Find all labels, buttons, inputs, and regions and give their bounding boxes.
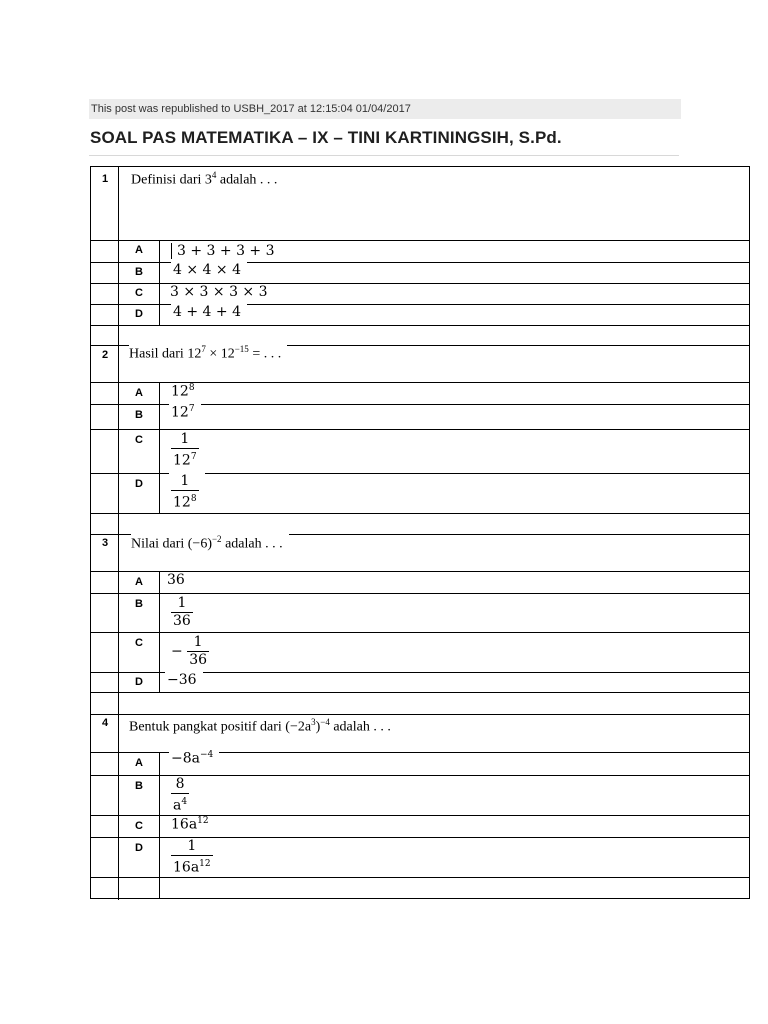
option-answer: $-8a^{-4}$ xyxy=(169,750,219,767)
fraction: $\frac{1}{12^8}$ xyxy=(173,473,197,511)
option-answer xyxy=(169,595,199,630)
question-text: Hasil dari $12^7 \times 12^{-15}$ = . . . xyxy=(129,344,287,363)
option-answer xyxy=(169,431,205,470)
option-label: B xyxy=(135,266,143,278)
fraction: $\frac{8}{a^4}$ xyxy=(173,776,188,814)
option-label: B xyxy=(135,780,143,792)
row-divider xyxy=(91,240,749,241)
option-label: A xyxy=(135,387,143,399)
row-divider xyxy=(91,593,749,594)
option-answer: $12^7$ xyxy=(169,404,201,421)
option-answer: 3 × 3 × 3 × 3 xyxy=(168,284,274,300)
fraction: $\frac{1}{36}$ xyxy=(189,634,208,668)
question-number: 4 xyxy=(102,717,109,729)
option-label: A xyxy=(135,244,143,256)
row-divider xyxy=(91,513,749,514)
option-answer: $12^8$ xyxy=(169,383,201,400)
republish-banner: This post was republished to USBH_2017 at 12:15:04 01/04/2017 xyxy=(89,99,681,119)
option-answer: − $\frac{1}{36}$ xyxy=(169,634,215,669)
option-label: C xyxy=(135,287,143,299)
option-answer: 36 xyxy=(165,572,191,588)
question-text: Bentuk pangkat positif dari $(-2a^3)^{-4}$ adalah . . . xyxy=(129,717,397,736)
option-answer: 4 × 4 × 4 xyxy=(171,262,247,278)
row-divider xyxy=(91,632,749,633)
question-number: 1 xyxy=(102,173,109,185)
row-divider xyxy=(91,692,749,693)
option-answer: $16a^{12}$ xyxy=(169,816,215,833)
row-divider xyxy=(91,877,749,878)
option-label: C xyxy=(135,434,143,446)
option-label: C xyxy=(135,637,143,649)
row-divider xyxy=(91,429,749,430)
question-number: 2 xyxy=(102,349,109,361)
fraction: $\frac{1}{36}$ xyxy=(173,595,191,629)
option-label: D xyxy=(135,308,143,320)
option-answer: 4 + 4 + 4 xyxy=(171,304,247,320)
option-label: C xyxy=(135,820,143,832)
option-label: A xyxy=(135,576,143,588)
question-text: Definisi dari $3^4$ adalah . . . xyxy=(131,170,283,189)
option-label: D xyxy=(135,676,143,688)
option-label: D xyxy=(135,842,143,854)
fraction: $\frac{1}{16a^{12}}$ xyxy=(173,838,211,876)
question-table xyxy=(90,166,750,899)
fraction: $\frac{1}{12^7}$ xyxy=(173,431,197,469)
option-answer xyxy=(169,838,219,877)
page-title: SOAL PAS MATEMATIKA – IX – TINI KARTININGSIH, S.Pd. xyxy=(90,128,562,147)
question-number: 3 xyxy=(102,537,109,549)
option-answer xyxy=(169,473,205,512)
option-answer: 3 + 3 + 3 + 3 xyxy=(171,243,281,259)
question-text: Nilai dari $(-6)^{-2}$ adalah . . . xyxy=(131,534,289,553)
row-divider xyxy=(91,325,749,326)
option-label: D xyxy=(135,478,143,490)
option-answer xyxy=(169,776,195,815)
title-divider xyxy=(89,155,679,156)
option-label: A xyxy=(135,757,143,769)
col-divider-option xyxy=(159,382,160,513)
option-label: B xyxy=(135,409,143,421)
option-label: B xyxy=(135,598,143,610)
row-divider xyxy=(91,714,749,715)
option-answer: −36 xyxy=(165,672,203,688)
